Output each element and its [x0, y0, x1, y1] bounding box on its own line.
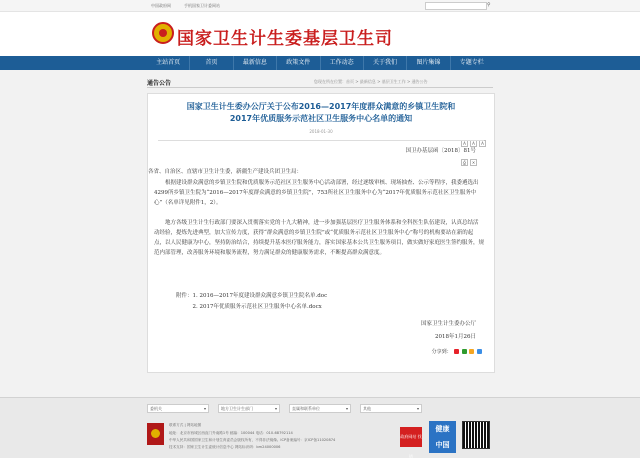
nav-item-main-site[interactable]: 主站首页 [156, 59, 181, 66]
attachment-link-2[interactable]: 2. 2017年优质服务示范社区卫生服务中心名单.docx [192, 304, 322, 310]
font-small-button[interactable]: A [479, 140, 486, 147]
divider [158, 140, 484, 141]
site-title[interactable]: 国家卫生计生委基层卫生司 [177, 29, 393, 49]
national-emblem-icon [152, 22, 174, 44]
article-panel [147, 93, 495, 373]
main-nav [0, 56, 640, 70]
nav-item-latest[interactable]: 最新信息 [233, 56, 276, 70]
article-title-line2: 2017年优质服务示范社区卫生服务中心名单的通知 [229, 114, 413, 123]
sign-date: 2018年1月26日 [435, 334, 476, 340]
footer-info [147, 417, 493, 459]
top-bar [0, 0, 640, 12]
salutation: 各省、自治区、直辖市卫生计生委，新疆生产建设兵团卫生局： [148, 169, 303, 175]
select-affiliated-units[interactable]: 直属和联系单位 ▾ [289, 404, 351, 413]
footer-links[interactable]: 联系方式 | 网站地图 [169, 423, 202, 427]
nav-item-topics[interactable]: 专题专栏 [450, 56, 493, 70]
select-ministry[interactable]: 委机关 ▾ [147, 404, 209, 413]
qzone-share-icon[interactable] [469, 349, 474, 354]
mobile-site-link[interactable]: 手机国家卫计委网站 [184, 3, 220, 8]
gov-portal-link[interactable]: 中国政府网 [151, 3, 171, 8]
footer-copyright: 中华人民共和国国家卫生和计划生育委员会版权所有，不得非法镜像。ICP备案编号：京ICP备11020874 [169, 438, 336, 442]
select-others[interactable]: 其他 ▾ [360, 404, 422, 413]
font-medium-button[interactable]: A [470, 140, 477, 147]
nav-item-work[interactable]: 工作动态 [320, 56, 363, 70]
healthy-china-line2: 中国 [435, 441, 450, 449]
body-paragraph-2: 地方各级卫生计生行政部门要深入贯彻落实党的十九大精神，进一步加强基层医疗卫生服务体系和全科医生队伍建设，认真总结活动经验，提炼先进典型，加大宣传力度，获得“群众满意的乡镇卫生院”或“优质服务示范社区卫生服务中心”称号的机构要站在新的起点，以人民健康为中心，坚持防治结合，持续提升基本医疗服务能力，落实国家基本公共卫生服务项目，做实做好家庭医生签约服务，规范内部管理，改善服务环境和服务流程，努力满足群众的健康服务需求，不断提高群众满意度。 [154, 220, 485, 256]
healthy-china-line1: 健康 [435, 425, 450, 433]
article-title [163, 101, 479, 125]
site-header [147, 12, 493, 56]
footer-tech: 技术支持：国家卫生计生委统计信息中心 网站标识码：bm24000006 [169, 445, 281, 449]
close-icon[interactable]: ✕ [471, 160, 476, 165]
search-input[interactable] [425, 2, 487, 10]
attachment-link-1[interactable]: 附件：1. 2016—2017年度建设群众满意乡镇卫生院名单.doc [176, 293, 328, 299]
qr-code [462, 421, 490, 449]
article-title-line1: 国家卫生计生委办公厅关于公布2016—2017年度群众满意的乡镇卫生院和 [186, 102, 456, 111]
document-number: 国卫办基层函〔2018〕81号 [405, 148, 476, 154]
share-bar [432, 348, 482, 355]
breadcrumb[interactable]: 您现在所在位置：首页 > 最新信息 > 基层卫生工作 > 通告公告 [314, 79, 428, 84]
wechat-share-icon[interactable] [462, 349, 467, 354]
nav-item-policy[interactable]: 政策文件 [276, 56, 319, 70]
nav-item-about[interactable]: 关于我们 [363, 56, 406, 70]
body-paragraph-1: 根据建设群众满意的乡镇卫生院和优质服务示范社区卫生服务中心活动部署，经过逐级审核、现场抽查、公示等程序，我委遴选出4299所乡镇卫生院为“2016—2017年度群众满意的乡镇卫生院”，753所社区卫生服务中心为“2017年优质服务示范社区卫生服务中心”（名单详见附件1，2）。 [154, 180, 479, 206]
more-share-icon[interactable] [477, 349, 482, 354]
footer-address: 地址：北京市西城区西直门外南路1号 邮编：100044 电话：010-68792114 [169, 431, 293, 435]
weibo-share-icon[interactable] [454, 349, 459, 354]
section-header [147, 77, 493, 88]
healthy-china-badge[interactable] [429, 421, 456, 453]
gov-site-error-badge[interactable]: 政府网站 找错 [400, 427, 422, 447]
section-label: 通告公告 [147, 80, 172, 87]
select-local-departments[interactable]: 地方卫生计生部门 ▾ [218, 404, 280, 413]
footer-emblem-icon [147, 423, 164, 445]
nav-item-home[interactable]: 首页 [189, 56, 232, 70]
signature: 国家卫生计生委办公厅 [420, 321, 476, 327]
nav-item-gallery[interactable]: 图片集锦 [406, 56, 449, 70]
font-large-button[interactable]: A [461, 140, 468, 147]
article-date: 2018-01-30 [309, 129, 333, 134]
footer [0, 397, 640, 458]
search-icon[interactable]: ⚲ [487, 2, 491, 8]
share-label: 分享到： [431, 349, 452, 355]
print-icon[interactable]: ⎙ [462, 160, 467, 165]
